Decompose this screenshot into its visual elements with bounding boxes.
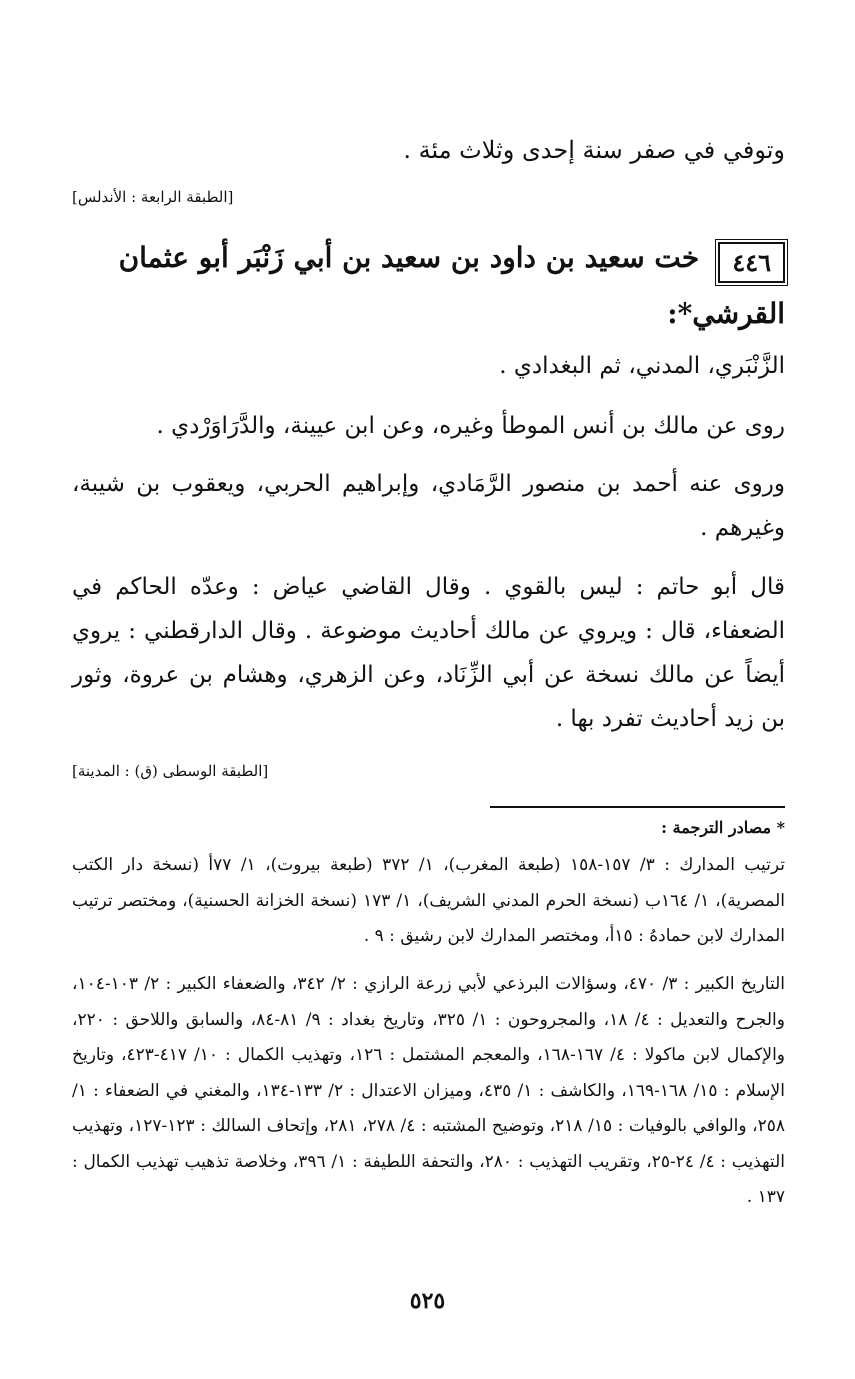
narrated-by-paragraph: وروى عنه أحمد بن منصور الرَّمَادي، وإبراهيم الحربي، ويعقوب بن شيبة، وغيرهم . <box>72 471 785 541</box>
criticism-paragraph: قال أبو حاتم : ليس بالقوي . وقال القاضي عياض : وعدّه الحاكم في الضعفاء، قال : ويروي عن مالك أحاديث موضوعة . وقال الدارقطني : يروي أيضاً عن مالك نسخة عن أبي الزِّنَاد، وعن الزهري، وهشام بن عروة، وثور بن زيد أحاديث تفرد بها . <box>72 574 785 732</box>
nisba-paragraph: الزَّنْبَري، المدني، ثم البغدادي . <box>499 353 785 379</box>
footnote-sources-1: ترتيب المدارك : ٣/ ١٥٧-١٥٨ (طبعة المغرب)، ١/ ٣٧٢ (طبعة بيروت)، ١/ ٧٧أ (نسخة دار الكتب المصرية)، ١/ ١٦٤ب (نسخة الحرم المدني الشريف)، ١/ ١٧٣ (نسخة الخزانة الحسنية)، ومختصر ترتيب المدارك لابن حمادهُ : ١٥أ، ومختصر المدارك لابن رشيق : ٩ . <box>72 855 785 946</box>
footnote-sources-2: التاريخ الكبير : ٣/ ٤٧٠، وسؤالات البرذعي لأبي زرعة الرازي : ٢/ ٣٤٢، والضعفاء الكبير : ٢/ ١٠٣-١٠٤، والجرح والتعديل : ٤/ ١٨، والمجروحون : ١/ ٣٢٥، وتاريخ بغداد : ٩/ ٨١-٨٤، والسابق واللاحق : ٢٢٠، والإكمال لابن ماكولا : ٤/ ١٦٧-١٦٨، والمعجم المشتمل : ١٢٦، وتهذيب الكمال : ١٠/ ٤١٧-٤٢٣، وتاريخ الإسلام : ١٥/ ١٦٨-١٦٩، والكاشف : ١/ ٤٣٥، وميزان الاعتدال : ٢/ ١٣٣-١٣٤، والمغني في الضعفاء : ١/ ٢٥٨، والوافي بالوفيات : ١٥/ ٢١٨، وتوضيح المشتبه : ٤/ ٢٧٨، ٢٨١، وإتحاف السالك : ١٢٣-١٢٧، وتهذيب التهذيب : ٤/ ٢٤-٢٥، وتقريب التهذيب : ٢٨٠، والتحفة اللطيفة : ١/ ٣٩٦، وخلاصة تذهيب تهذيب الكمال : ١٣٧ . <box>72 974 785 1207</box>
narrated-from-paragraph: روى عن مالك بن أنس الموطأ وغيره، وعن ابن عيينة، والدَّرَاوَرْدي . <box>156 413 785 439</box>
section-tag-madinah: [الطبقة الوسطى (ق) : المدينة] <box>72 762 269 780</box>
footnote-divider <box>490 806 785 808</box>
section-tag-andalus: [الطبقة الرابعة : الأندلس] <box>72 188 234 206</box>
entry-number-box: ٤٤٦ <box>718 242 785 283</box>
footnote-title: * مصادر الترجمة : <box>661 818 785 837</box>
page-number: ٥٢٥ <box>409 1288 446 1314</box>
previous-entry-ending: وتوفي في صفر سنة إحدى وثلاث مئة . <box>403 136 785 164</box>
entry-heading <box>72 230 785 342</box>
entry-title: خت سعيد بن داود بن سعيد بن أبي زَنْبَر أبو عثمان القرشي*: <box>118 241 785 330</box>
